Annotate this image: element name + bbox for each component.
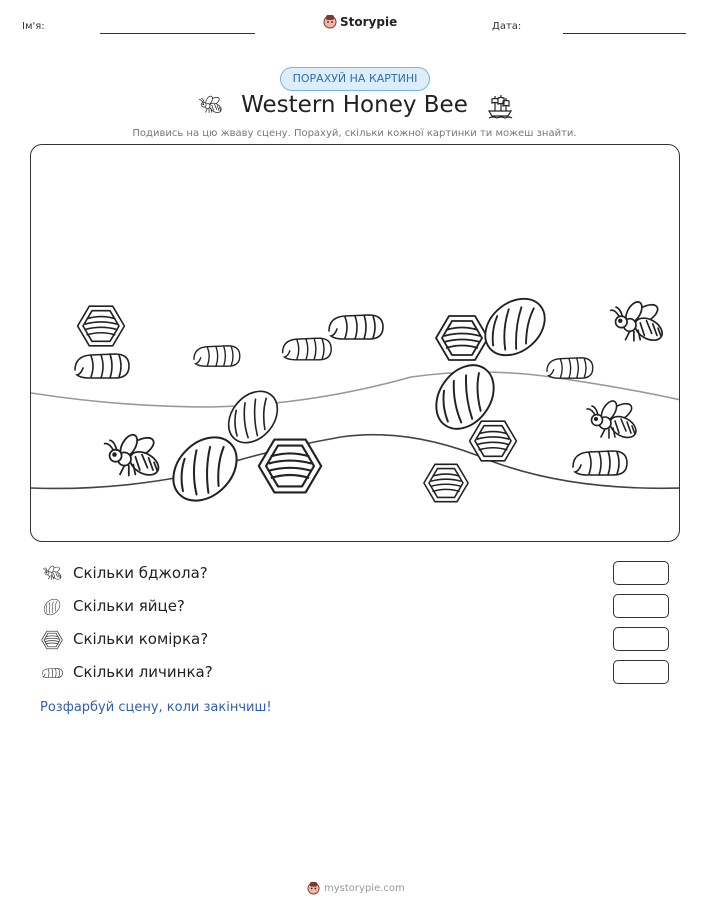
bee-icon — [105, 432, 163, 480]
brand-logo — [323, 14, 397, 29]
egg-icon — [474, 287, 556, 367]
answer-box-bee[interactable] — [613, 561, 669, 585]
larva-icon — [329, 315, 383, 339]
honeycomb-cell-icon — [424, 464, 468, 501]
storypie-mascot-icon — [307, 881, 320, 895]
bee-icon — [611, 299, 666, 344]
larva-icon — [194, 346, 240, 366]
larva-icon — [573, 451, 627, 475]
answer-box-cell[interactable] — [613, 627, 669, 651]
task-badge: ПОРАХУЙ НА КАРТИНІ — [280, 67, 430, 91]
larva-icon — [283, 338, 332, 360]
date-label: Дата: — [492, 21, 522, 32]
larva-icon — [75, 354, 129, 378]
ship-icon — [486, 93, 514, 119]
answer-box-egg[interactable] — [613, 594, 669, 618]
coloring-note: Розфарбуй сцену, коли закінчиш! — [40, 700, 272, 715]
egg-icon — [40, 596, 64, 618]
question-row — [40, 594, 680, 620]
larva-icon — [547, 358, 593, 378]
footer — [307, 881, 405, 895]
question-row — [40, 660, 680, 686]
date-field[interactable] — [563, 33, 686, 34]
scene-illustration — [31, 145, 680, 542]
question-text: Скільки яйце? — [73, 597, 185, 615]
instructions: Подивись на цю жваву сцену. Порахуй, скільки кожної картинки ти можеш знайти. — [132, 128, 577, 139]
brand-name: Storypie — [340, 14, 398, 29]
page-title: Western Honey Bee — [241, 92, 468, 118]
question-text: Скільки бджола? — [73, 564, 208, 582]
question-row — [40, 561, 680, 587]
honeycomb-cell-icon — [259, 440, 321, 493]
bee-icon — [40, 563, 64, 585]
question-text: Скільки личинка? — [73, 663, 213, 681]
honeycomb-cell-icon — [40, 629, 64, 651]
footer-url[interactable]: mystorypie.com — [324, 882, 405, 894]
honeycomb-cell-icon — [78, 306, 125, 346]
question-text: Скільки комірка? — [73, 630, 209, 648]
honeycomb-cell-icon — [436, 316, 488, 360]
larva-icon — [40, 662, 64, 684]
answer-box-larva[interactable] — [613, 660, 669, 684]
bee-icon — [587, 398, 640, 441]
counting-scene — [30, 144, 680, 542]
storypie-mascot-icon — [323, 14, 337, 29]
question-row — [40, 627, 680, 653]
name-field[interactable] — [100, 33, 255, 34]
name-label: Ім'я: — [22, 21, 45, 32]
